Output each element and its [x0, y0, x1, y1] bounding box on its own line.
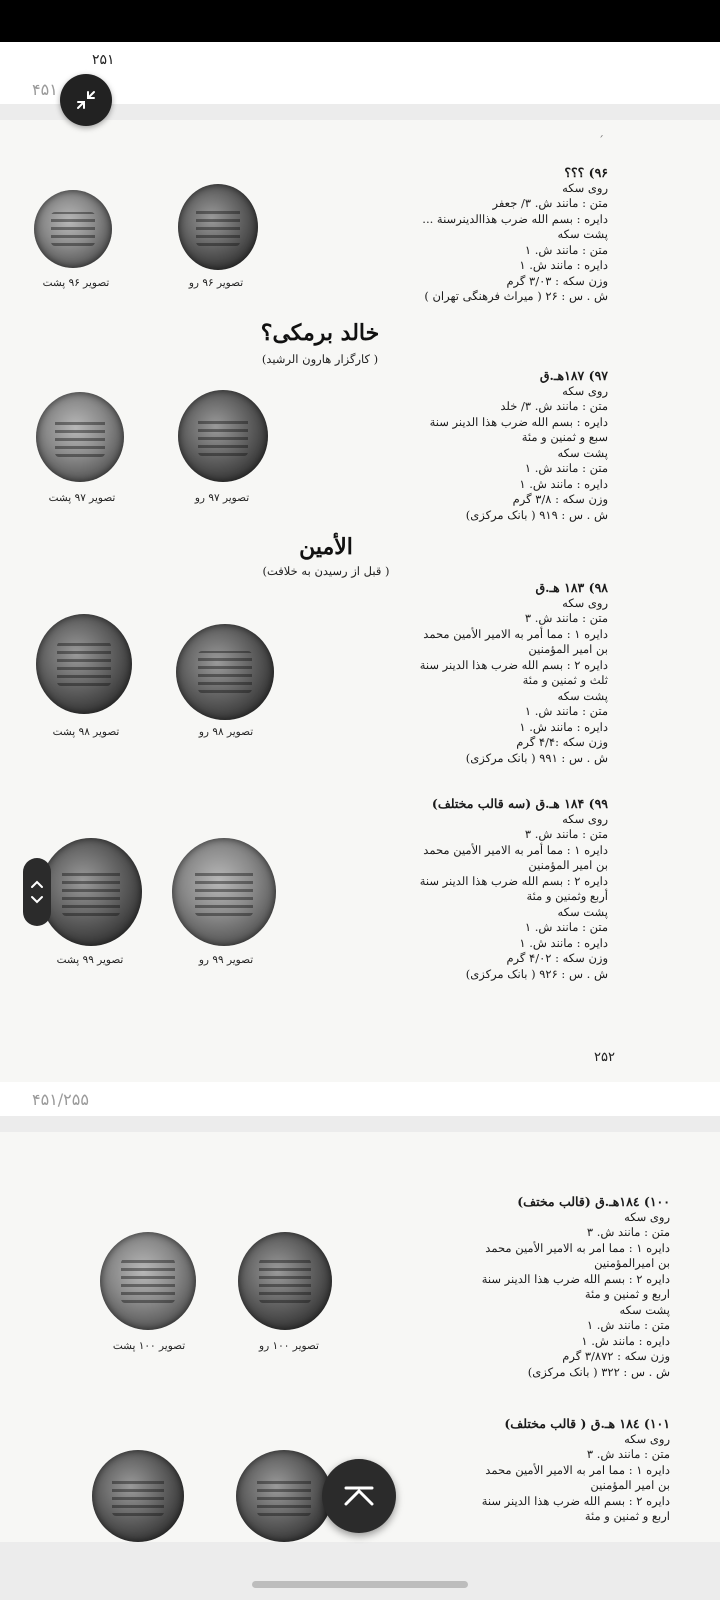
entry-line: روی سکه — [562, 595, 608, 610]
collapse-arrows-icon — [75, 89, 97, 111]
coin-entry-100 — [470, 1194, 670, 1380]
coin-caption: تصویر ۹۸ رو — [198, 726, 254, 738]
entry-line: اربع و ثمنین و مئة — [584, 1287, 670, 1301]
coin-image-front — [236, 1450, 332, 1542]
entry-line: متن : مانند ش. ۳ — [524, 827, 608, 841]
entry-line: دایره ۱ : مما امر به الامیر الأمین محمد — [485, 1462, 670, 1477]
coin-image-back — [92, 1450, 184, 1542]
entry-line: دایره ۲ : بسم الله ضرب هذا الدینر سنة — [419, 657, 608, 672]
coin-caption: تصویر ۱۰۰ رو — [259, 1340, 319, 1352]
coin-image-front — [176, 624, 274, 720]
entry-line: دایره ۱ : مما امر به الامیر الأمین محمد — [485, 1240, 670, 1255]
collapse-button[interactable] — [60, 74, 112, 126]
entry-line: بن امیر المؤمنین — [528, 858, 608, 872]
coin-image-front — [238, 1232, 332, 1330]
entry-line: دایره : بسم الله ضرب هذاالدینرسنة ... — [422, 211, 608, 226]
entry-line: متن : مانند ش. ۱ — [524, 461, 608, 475]
coin-caption: تصویر ۱۰۰ پشت — [112, 1340, 186, 1352]
entry-line: پشت سکه — [557, 227, 608, 241]
coin-caption: تصویر ۹۶ پشت — [42, 277, 110, 289]
entry-line: بن امیرالمؤمنین — [594, 1256, 670, 1270]
entry-line: دایره ۲ : بسم الله ضرب هذا الدینر سنة — [481, 1493, 670, 1508]
entry-line: دایره : مانند ش. ۱ — [581, 1333, 670, 1348]
entry-line: بن امیر المؤمنین — [528, 642, 608, 656]
entry-line: وزن سکه : ۳/۸ گرم — [512, 492, 608, 506]
fast-scroll-handle[interactable] — [23, 858, 51, 926]
entry-line: روی سکه — [562, 811, 608, 826]
chevron-down-icon — [30, 895, 44, 905]
entry-line: متن : مانند ش. ۱ — [524, 242, 608, 257]
entry-line: ثلث و ثمنین و مئة — [522, 673, 608, 687]
entry-line: متن : مانند ش. ۱ — [524, 704, 608, 718]
coin-image-front — [178, 184, 258, 270]
coin-image-back — [40, 838, 142, 946]
coin-caption: تصویر ۹۷ پشت — [48, 492, 116, 504]
coin-image-back — [100, 1232, 196, 1330]
coin-entry-101 — [470, 1416, 670, 1525]
entry-line: دایره ۱ : مما أمر به الامیر الأمین محمد — [423, 842, 608, 857]
entry-line: ش . س : ۹۲۶ ( بانک مرکزی) — [465, 966, 608, 981]
page-counter: ۴۵۱ — [32, 80, 58, 99]
entry-line: دایره : مانند ش. ۱ — [519, 476, 608, 491]
entry-line: دایره : مانند ش. ۱ — [519, 258, 608, 272]
page-number: ۲۵۱ — [92, 52, 115, 68]
document-page[interactable]: ´ ۹۶) ؟؟؟ روی سکه متن : مانند ش. ۳/ جعفر دایره : بسم الله ضرب هذاالدینرسنة ... پشت سکه متن : مانند ش. ۱ دایره : مانند ش. ۱ وزن سکه : ۳/۰۳ گرم ش . س : ۲۶ ( میراث فرهنگی تهران ) تصویر ۹۶ پشت تصویر ۹۶ رو خالد برمکی؟ ( کارگزار هارون الرشید) ۹۷) ۱۸۷هـ.ق روی سکه متن : مانند ش. ۳/ خلد دایره : بسم الله ضرب هذا الدینر سنة سبع و ثمنین و مئة پشت سکه متن : مانند ش. ۱ دایره : مانند ش. ۱ وزن سکه : ۳/۸ گرم ش . س : ۹۱۹ ( بانک مرکزی) تصویر ۹۷ پشت تصویر ۹۷ رو الأمین ( قبل از رسیدن به خلافت) ۹۸) ۱۸۳ هـ.ق روی سکه متن : مانند ش. ۳ دایره ۱ : مما أمر به الامیر الأمین محمد بن امیر المؤمنین دایره ۲ : بسم الله ضرب هذا الدینر سنة ثلث و ثمنین و مئة پشت سکه متن : مانند ش. ۱ دایره : مانند ش. ۱ وزن سکه :۴/۴ گرم ش . س : ۹۹۱ ( بانک مرکزی) تصویر ۹۸ پشت تصویر ۹۸ رو ۹۹) ۱۸۴ هـ.ق (سه قالب مختلف) روی سکه متن : مانند ش. ۳ دایره ۱ : مما أمر به الامیر الأمین محمد بن امیر المؤمنین دایره ۲ : بسم الله ضرب هذا الدینر سنة أربع وثمنین و مئة پشت سکه متن : مانند ش. ۱ دایره : مانند ش. ۱ وزن سکه : ۴/۰۲ گرم ش . س : ۹۲۶ ( بانک مرکزی) تصویر ۹۹ پشت تصویر ۹۹ رو ۲۵۲ — [0, 120, 720, 1082]
entry-line: متن : مانند ش. ۳ — [524, 611, 608, 625]
entry-line: ش . س : ۹۱۹ ( بانک مرکزی) — [465, 507, 608, 522]
entry-line: ش . س : ۳۲۲ ( بانک مرکزی) — [527, 1364, 670, 1379]
entry-line: وزن سکه : ۴/۰۲ گرم — [506, 951, 608, 965]
entry-line: دایره ۲ : بسم الله ضرب هذا الدینر سنة — [481, 1271, 670, 1286]
section-subtitle: ( کارگزار هارون الرشید) — [261, 352, 379, 366]
scroll-to-top-button[interactable] — [322, 1459, 396, 1533]
entry-line: روی سکه — [562, 180, 608, 195]
entry-line: اربع و ثمنین و مئة — [584, 1509, 670, 1523]
coin-entry-98 — [380, 580, 608, 766]
entry-heading: ۱۰۰) ۱۸٤هـ.ق (قالب مختف) — [517, 1194, 670, 1209]
entry-line: وزن سکه : ۳/۰۳ گرم — [506, 273, 608, 288]
entry-line: متن : مانند ش. ۳ — [586, 1447, 670, 1461]
entry-line: متن : مانند ش. ۱ — [524, 920, 608, 934]
entry-line: دایره : مانند ش. ۱ — [519, 935, 608, 950]
coin-image-back — [36, 392, 124, 482]
chevron-up-icon — [30, 879, 44, 889]
chevron-up-icon — [342, 1484, 376, 1508]
entry-line: دایره : مانند ش. ۱ — [519, 719, 608, 734]
entry-line: پشت سکه — [557, 688, 608, 703]
entry-line: پشت سکه — [557, 445, 608, 460]
entry-heading: ۹۸) ۱۸۳ هـ.ق — [535, 580, 608, 595]
entry-line: وزن سکه : ۳/۸۷۲ گرم — [562, 1349, 670, 1363]
coin-image-back — [34, 190, 112, 268]
entry-line: دایره ۱ : مما أمر به الامیر الأمین محمد — [423, 626, 608, 641]
coin-entry-99 — [380, 796, 608, 982]
entry-line: روی سکه — [624, 1209, 670, 1224]
entry-line: وزن سکه :۴/۴ گرم — [516, 735, 608, 749]
page-number: ۲۵۲ — [594, 1050, 615, 1065]
entry-line: متن : مانند ش. ۳/ جعفر — [492, 196, 608, 210]
entry-line: بن امیر المؤمنین — [590, 1478, 670, 1492]
page-separator — [0, 1082, 720, 1116]
entry-line: ش . س : ۲۶ ( میراث فرهنگی تهران ) — [424, 289, 608, 303]
entry-line: متن : مانند ش. ۳/ خلد — [500, 399, 608, 413]
entry-line: متن : مانند ش. ۱ — [586, 1318, 670, 1332]
entry-line: روی سکه — [562, 383, 608, 398]
entry-line: سبع و ثمنین و مئة — [521, 430, 608, 444]
home-indicator[interactable] — [252, 1581, 468, 1588]
coin-image-front — [178, 390, 268, 482]
coin-caption: تصویر ۹۹ پشت — [56, 954, 124, 966]
section-subtitle: ( قبل از رسیدن به خلافت) — [262, 564, 390, 578]
status-bar — [0, 0, 720, 42]
entry-heading: ۱۰۱) ۱۸٤ هـ.ق ( قالب مختلف) — [504, 1416, 670, 1431]
entry-line: پشت سکه — [619, 1302, 670, 1317]
entry-line: پشت سکه — [557, 904, 608, 919]
entry-line: دایره ۲ : بسم الله ضرب هذا الدینر سنة — [419, 873, 608, 888]
entry-heading: ۹۶) ؟؟؟ — [564, 165, 608, 180]
coin-caption: تصویر ۹۷ رو — [194, 492, 250, 504]
coin-image-front — [172, 838, 276, 946]
entry-line: روی سکه — [624, 1431, 670, 1446]
entry-line: دایره : بسم الله ضرب هذا الدینر سنة — [429, 414, 608, 429]
entry-heading: ۹۷) ۱۸۷هـ.ق — [539, 368, 608, 383]
coin-caption: تصویر ۹۶ رو — [188, 277, 244, 289]
section-title: الأمین — [299, 534, 353, 560]
entry-line: ش . س : ۹۹۱ ( بانک مرکزی) — [465, 750, 608, 765]
coin-entry-96 — [380, 165, 608, 305]
page-counter: ۴۵۱/۲۵۵ — [32, 1090, 89, 1109]
coin-entry-97 — [380, 368, 608, 523]
coin-caption: تصویر ۹۹ رو — [198, 954, 254, 966]
coin-caption: تصویر ۹۸ پشت — [52, 726, 120, 738]
entry-line: متن : مانند ش. ۳ — [586, 1225, 670, 1239]
coin-image-back — [36, 614, 132, 714]
section-title: خالد برمکی؟ — [260, 320, 380, 346]
entry-heading: ۹۹) ۱۸۴ هـ.ق (سه قالب مختلف) — [431, 796, 608, 811]
entry-line: أربع وثمنین و مئة — [526, 889, 608, 903]
